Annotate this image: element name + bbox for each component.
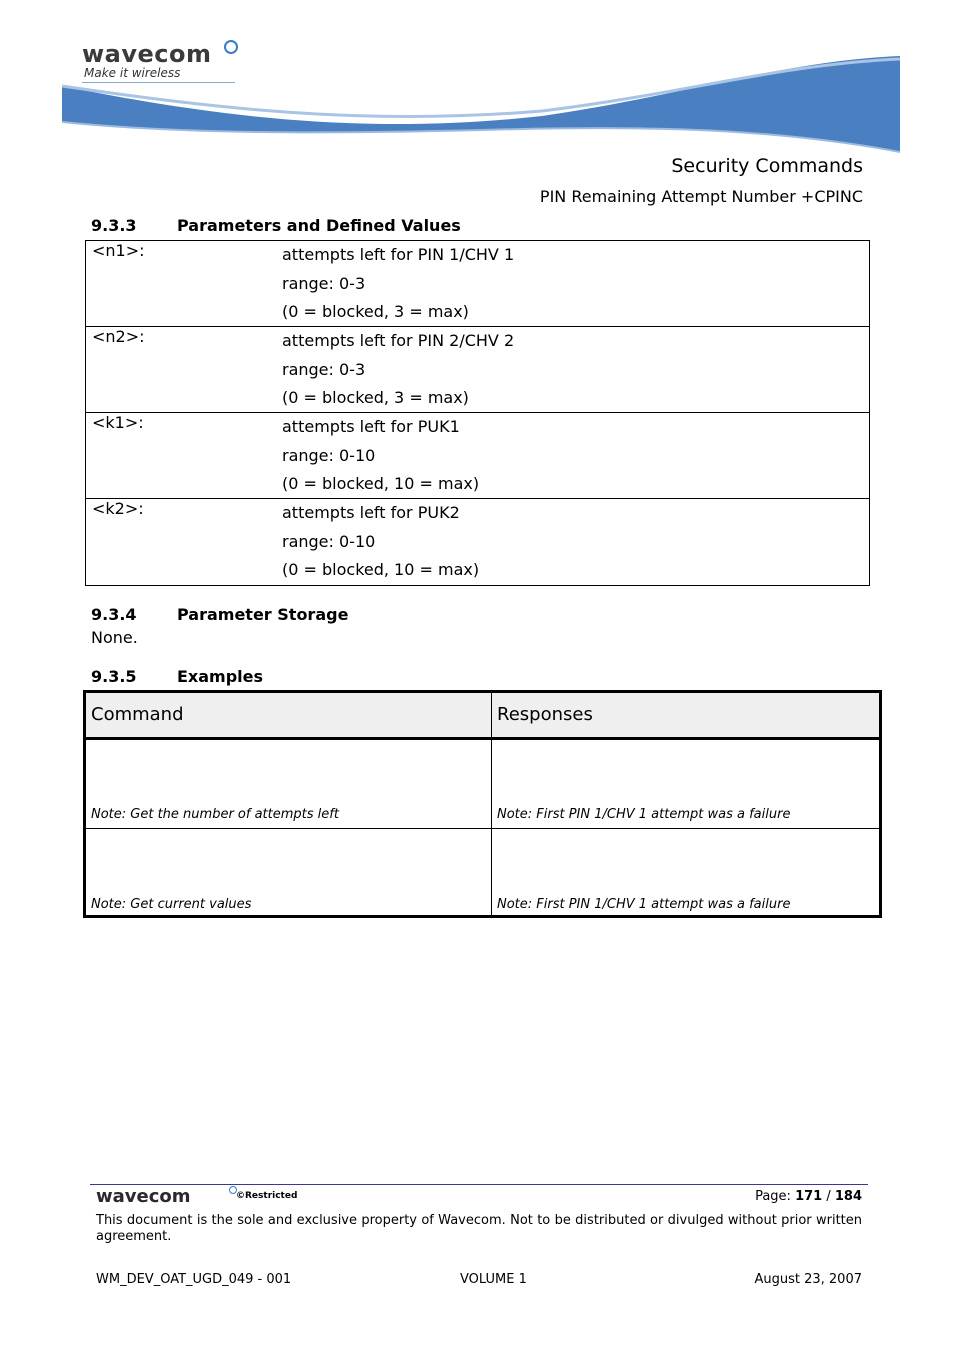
parameters-table	[85, 240, 870, 586]
response-note: Note: First PIN 1/CHV 1 attempt was a failure	[497, 897, 791, 912]
param-description	[282, 327, 514, 413]
param-description	[282, 413, 479, 499]
param-name: <n2>:	[92, 327, 145, 346]
section-number: 9.3.3	[91, 216, 137, 235]
page-label: Page:	[755, 1189, 796, 1204]
command-note: Note: Get the number of attempts left	[91, 807, 339, 822]
param-name: <k1>:	[92, 413, 144, 432]
response-cell	[491, 740, 879, 828]
param-description	[282, 241, 514, 327]
column-header-command: Command	[91, 704, 184, 725]
header-title: Security Commands	[671, 155, 863, 177]
param-line: attempts left for PUK2	[282, 503, 460, 522]
section-heading-storage	[91, 605, 348, 624]
section-title: Examples	[177, 667, 264, 686]
param-line: (0 = blocked, 10 = max)	[282, 560, 480, 579]
param-line: range: 0-3	[282, 359, 366, 379]
param-line: range: 0-10	[282, 531, 376, 551]
command-cell	[86, 740, 491, 828]
column-header-responses: Responses	[491, 693, 879, 737]
param-line: range: 0-3	[282, 273, 366, 293]
footer-volume: VOLUME 1	[460, 1272, 527, 1287]
param-description	[282, 499, 479, 585]
wavecom-logo: wavecom	[82, 40, 212, 68]
param-row	[86, 241, 869, 327]
param-line: (0 = blocked, 3 = max)	[282, 302, 469, 321]
param-row	[86, 499, 869, 585]
examples-table	[83, 690, 882, 918]
storage-text: None.	[91, 628, 138, 647]
logo-tagline: Make it wireless	[84, 66, 181, 80]
section-title: Parameter Storage	[177, 605, 349, 624]
section-heading-params	[91, 216, 461, 235]
section-title: Parameters and Defined Values	[177, 216, 461, 235]
section-number: 9.3.5	[91, 667, 137, 686]
param-row	[86, 413, 869, 499]
param-name: <k2>:	[92, 499, 144, 518]
footer-page-number	[755, 1189, 862, 1204]
param-line: attempts left for PIN 1/CHV 1	[282, 245, 515, 264]
header-swoosh	[62, 56, 900, 156]
param-line: attempts left for PUK1	[282, 417, 460, 436]
footer-restricted: ©Restricted	[236, 1191, 298, 1201]
command-cell	[86, 829, 491, 918]
examples-header-row	[86, 693, 879, 740]
param-name: <n1>:	[92, 241, 145, 260]
header-subtitle: PIN Remaining Attempt Number +CPINC	[539, 187, 863, 206]
section-heading-examples	[91, 667, 263, 686]
page-current: 171	[795, 1189, 823, 1204]
param-line: attempts left for PIN 2/CHV 2	[282, 331, 515, 350]
param-line: range: 0-10	[282, 445, 376, 465]
command-note: Note: Get current values	[91, 897, 252, 912]
response-cell	[491, 829, 879, 918]
logo-mark-icon	[224, 40, 238, 54]
page-total: 184	[834, 1189, 862, 1204]
example-row	[86, 740, 879, 829]
param-line: (0 = blocked, 10 = max)	[282, 474, 480, 493]
footer-date: August 23, 2007	[754, 1272, 862, 1287]
response-note: Note: First PIN 1/CHV 1 attempt was a failure	[497, 807, 791, 822]
param-line: (0 = blocked, 3 = max)	[282, 388, 469, 407]
footer-logo: wavecom	[96, 1186, 191, 1207]
footer-notice: This document is the sole and exclusive property of Wavecom. Not to be distributed or divulged without prior written agreement.	[96, 1213, 862, 1244]
example-row	[86, 829, 879, 918]
param-row	[86, 327, 869, 413]
section-number: 9.3.4	[91, 605, 137, 624]
page-separator: /	[822, 1189, 835, 1204]
footer-rule	[90, 1184, 868, 1185]
footer-doc-id: WM_DEV_OAT_UGD_049 - 001	[96, 1272, 292, 1287]
